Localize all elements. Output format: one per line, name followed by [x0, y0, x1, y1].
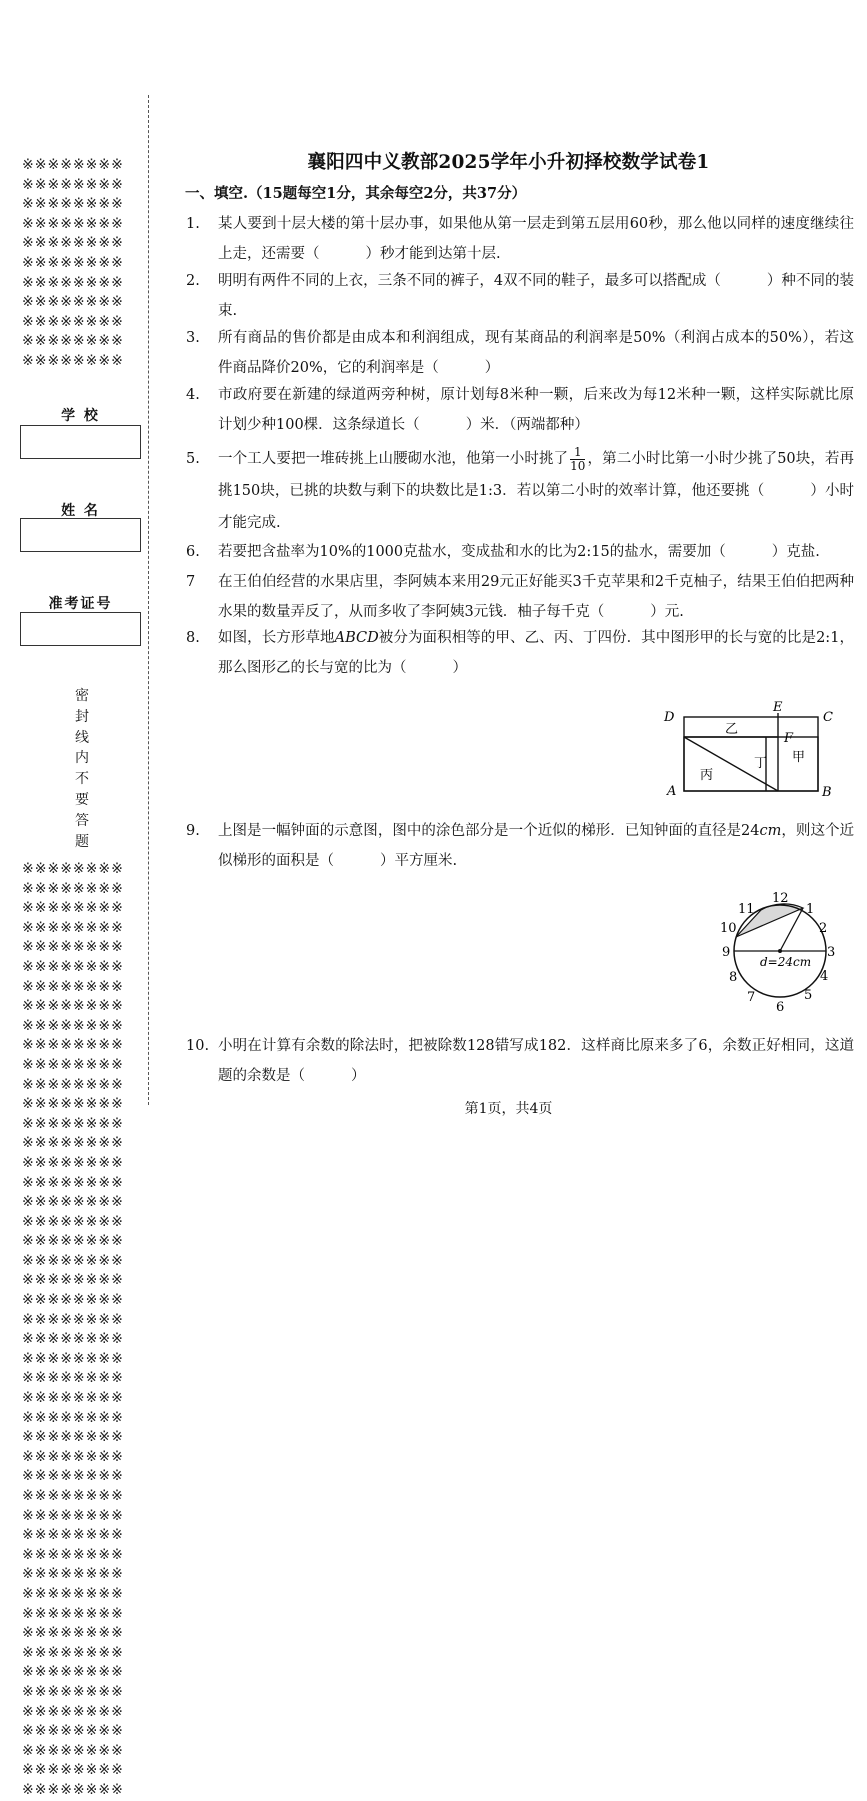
question-text: ）秒才能到达第十层. — [365, 246, 501, 262]
question-text: ） — [351, 1068, 366, 1084]
question-number: 7 — [186, 574, 196, 590]
clock-center — [778, 949, 782, 953]
question-text: ） — [484, 360, 500, 376]
ticket-label: 准考证号 — [48, 596, 113, 612]
label-jia: 甲 — [792, 750, 806, 765]
clock-num-6: 6 — [776, 1000, 785, 1015]
question-text: 在王伯伯经营的水果店里，李阿姨本来用29元正好能买3千克苹果和2千克柚子，结果王伯伯把两种水果的数量弄反了，从而多收了李阿姨3元钱．柚子每千克（ — [218, 574, 854, 620]
rect-name: ABCD — [334, 630, 379, 646]
label-bing: 丙 — [700, 768, 714, 783]
question-8 — [186, 623, 854, 683]
question-text: 明明有两件不同的上衣，三条不同的裤子，4双不同的鞋子，最多可以搭配成（ — [218, 273, 721, 289]
diameter-label: d=24cm — [760, 955, 812, 969]
clock-num-9: 9 — [722, 945, 731, 960]
question-text: 如图，长方形草地 — [218, 630, 335, 646]
question-1 — [186, 209, 854, 269]
clock-num-12: 12 — [772, 891, 789, 906]
question-3 — [186, 323, 854, 383]
clock-num-4: 4 — [820, 969, 829, 984]
ticket-field[interactable] — [20, 612, 141, 646]
question-text: ）米．（两端都种） — [465, 417, 589, 433]
question-text: ）元. — [650, 604, 684, 620]
question-text: 所有商品的售价都是由成本和利润组成，现有某商品的利润率是50%（利润占成本的50%），若这件商品降价20%，它的利润率是（ — [218, 330, 854, 376]
question-number: 5. — [186, 451, 200, 467]
question-9 — [186, 816, 854, 876]
clock-figure — [712, 885, 852, 1015]
clock-num-7: 7 — [747, 990, 756, 1005]
label-e: E — [773, 700, 783, 715]
question-text: ）小时才能完成. — [218, 483, 855, 531]
binding-strip — [0, 0, 150, 1798]
fraction — [570, 446, 585, 473]
label-yi: 乙 — [725, 722, 739, 737]
question-text: ） — [452, 660, 467, 676]
question-number: 10. — [186, 1038, 210, 1054]
question-number: 2. — [186, 273, 200, 289]
question-number: 1. — [186, 216, 200, 232]
seal-notice: 密封线内不要答题 — [75, 688, 89, 850]
label-a: A — [667, 784, 677, 799]
seal-line — [148, 95, 149, 1105]
question-number: 4. — [186, 387, 200, 403]
question-number: 8. — [186, 630, 200, 646]
question-text: 若要把含盐率为10%的1000克盐水，变成盐和水的比为2:15的盐水，需要加（ — [218, 544, 726, 560]
clock-num-5: 5 — [804, 988, 813, 1003]
clock-num-10: 10 — [720, 921, 737, 936]
question-text: 市政府要在新建的绿道两旁种树，原计划每8米种一颗，后来改为每12米种一颗，这样实际就比原计划少种100棵．这条绿道长（ — [218, 387, 854, 433]
school-field[interactable] — [20, 425, 141, 459]
question-text: ）克盐. — [771, 544, 820, 560]
question-text: 被分为面积相等的甲、乙、丙、丁四份．其中图形甲的长与宽的比是2:1，那么图形乙的长与宽的比为（ — [218, 630, 854, 676]
question-number: 6. — [186, 544, 200, 560]
pattern-bottom: ※※※※※※※※ ※※※※※※※※ ※※※※※※※※ ※※※※※※※※ ※※※※※※※※ ※※※※※※※※ ※※※※※※※※ ※※※※※※※※ ※※※※※※※※ ※※※※※※※※ ※※※※※※※※ ※※※※※※※※ ※※※※※※※※ ※※※※※※※※ ※※※※※※※※ ※※※※※※※※ ※※※※※※※※ ※※※※※※※※ ※※※※※※※※ ※※※※※※※※ ※※※※※※※※ ※※※※※※※※ ※※※※※※※※ ※※※※※※※※ ※※※※※※※※ ※※※※※※※※ ※※※※※※※※ ※※※※※※※※ ※※※※※※※※ ※※※※※※※※ ※※※※※※※※ ※※※※※※※※ ※※※※※※※※ ※※※※※※※※ ※※※※※※※※ ※※※※※※※※ ※※※※※※※※ ※※※※※※※※ ※※※※※※※※ ※※※※※※※※ ※※※※※※※※ ※※※※※※※※ ※※※※※※※※ ※※※※※※※※ ※※※※※※※※ ※※※※※※※※ ※※※※※※※※ ※※※※※※※※ — [22, 861, 124, 1798]
pattern-top: ※※※※※※※※ ※※※※※※※※ ※※※※※※※※ ※※※※※※※※ ※※※※※※※※ ※※※※※※※※ ※※※※※※※※ ※※※※※※※※ ※※※※※※※※ ※※※※※※※※ ※※※※※※※※ — [22, 157, 124, 369]
question-text: ）平方厘米. — [380, 853, 458, 869]
fraction-denominator: 10 — [570, 458, 586, 473]
question-number: 9. — [186, 823, 200, 839]
question-text: 一个工人要把一堆砖挑上山腰砌水池，他第一小时挑了 — [218, 451, 569, 467]
question-5 — [186, 443, 854, 539]
question-text: 上图是一幅钟面的示意图，图中的涂色部分是一个近似的梯形．已知钟面的直径是24 — [218, 823, 760, 839]
exam-title: 襄阳四中义教部2025学年小升初择校数学试卷1 — [307, 152, 710, 173]
section-heading: 一、填空.（15题每空1分，其余每空2分，共37分） — [185, 185, 527, 202]
question-text: ，则这个近似梯形的面积是（ — [218, 823, 855, 869]
label-ding: 丁 — [754, 756, 768, 771]
question-6 — [186, 537, 854, 567]
clock-num-11: 11 — [738, 902, 755, 917]
unit: cm — [759, 823, 782, 839]
label-d: D — [664, 710, 675, 725]
label-f: F — [784, 731, 794, 746]
clock-num-3: 3 — [827, 945, 836, 960]
question-4 — [186, 380, 854, 440]
clock-num-8: 8 — [729, 970, 738, 985]
question-text: ）种不同的装束. — [218, 273, 855, 319]
question-10 — [186, 1031, 854, 1091]
rectangle-figure — [660, 695, 850, 805]
question-7 — [186, 567, 854, 627]
name-label: 姓 名 — [61, 503, 100, 519]
clock-num-1: 1 — [806, 902, 815, 917]
clock-num-2: 2 — [819, 921, 828, 936]
label-c: C — [823, 710, 833, 725]
question-2 — [186, 266, 854, 326]
fraction-numerator: 1 — [570, 446, 585, 460]
label-b: B — [822, 785, 832, 800]
question-text: 某人要到十层大楼的第十层办事，如果他从第一层走到第五层用60秒，那么他以同样的速度继续往上走，还需要（ — [218, 216, 854, 262]
question-text: ，第二小时比第一小时少挑了50块，若再挑150块，已挑的块数与剩下的块数比是1:3．若以第二小时的效率计算，他还要挑（ — [218, 451, 855, 499]
question-text: 小明在计算有余数的除法时，把被除数128错写成182．这样商比原来多了6，余数正好相同，这道题的余数是（ — [218, 1038, 854, 1084]
school-label: 学 校 — [61, 408, 100, 424]
page-footer: 第1页，共4页 — [464, 1101, 553, 1117]
name-field[interactable] — [20, 518, 141, 552]
question-number: 3. — [186, 330, 200, 346]
